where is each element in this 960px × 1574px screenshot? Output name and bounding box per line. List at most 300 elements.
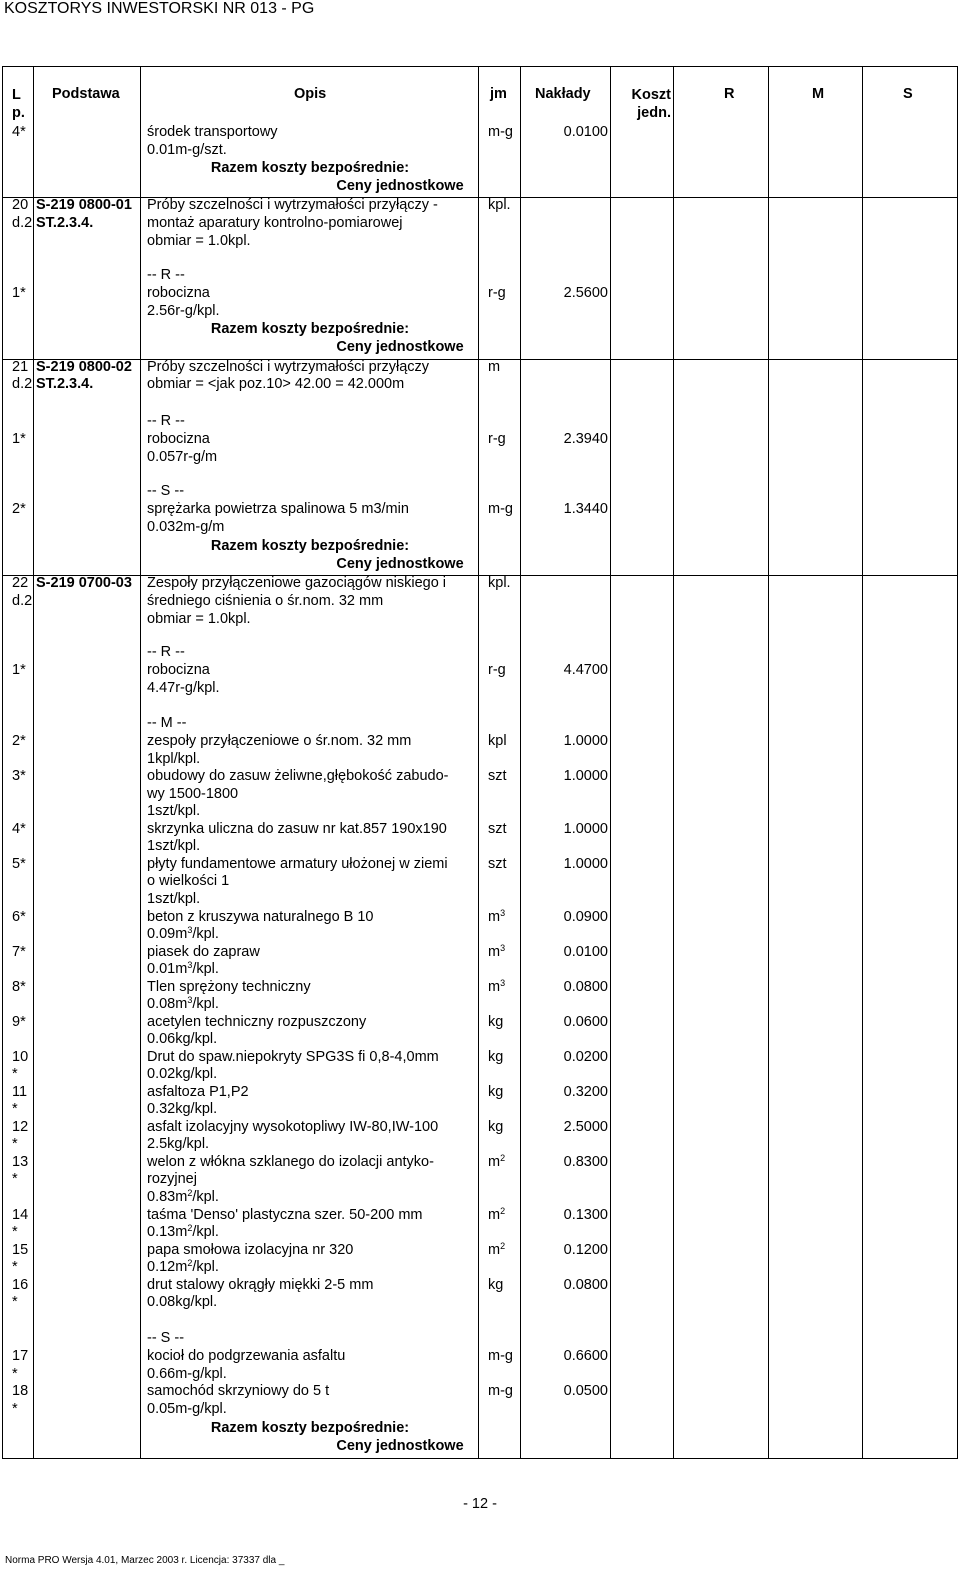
- row-jm: [488, 1049, 503, 1066]
- row-lp-text: 14: [12, 1207, 29, 1223]
- row-lp: [12, 944, 26, 961]
- row-jm-text: kg: [488, 1119, 504, 1135]
- row-jm-text: kpl.: [488, 575, 511, 591]
- row-opis: [147, 926, 219, 943]
- row-jm: [488, 733, 507, 750]
- row-opis: [147, 838, 200, 855]
- row-opis: [147, 267, 185, 284]
- row-lp-text: d.2: [12, 593, 33, 609]
- row-opis: [147, 501, 409, 518]
- row-naklady-text: 1.0000: [563, 856, 608, 872]
- table-left-border: [2, 66, 3, 1459]
- row-jm-text: szt: [488, 856, 507, 872]
- row-jm: [488, 431, 506, 448]
- table-right-border: [957, 66, 958, 1459]
- row-naklady: [564, 733, 608, 750]
- row-summary: [211, 321, 409, 338]
- row-opis-text: 1szt/kpl.: [147, 838, 201, 854]
- column-divider-opis: [478, 66, 479, 1459]
- row-opis: [147, 611, 251, 628]
- row-lp-text: 2*: [12, 501, 26, 517]
- unit-exponent: 2: [500, 1206, 506, 1216]
- row-naklady: [564, 1084, 608, 1101]
- row-opis-text: Tlen sprężony techniczny: [147, 979, 311, 995]
- row-naklady: [564, 1348, 608, 1365]
- row-opis: [147, 821, 447, 838]
- row-opis-text: robocizna: [147, 285, 210, 301]
- column-header-m: M: [812, 86, 825, 102]
- row-lp-text: 15: [12, 1242, 29, 1258]
- row-jm-text: kg: [488, 1014, 504, 1030]
- row-naklady: [564, 821, 608, 838]
- column-header-koszt: [623, 86, 671, 122]
- section-divider: [2, 575, 958, 576]
- row-opis-tail: /kpl.: [192, 996, 219, 1012]
- row-opis: [147, 215, 403, 232]
- row-jm: [488, 575, 511, 592]
- row-summary-text: Razem koszty bezpośrednie:: [210, 160, 410, 176]
- row-opis-text: 0.05m-g/kpl.: [147, 1401, 227, 1417]
- row-opis: [147, 1171, 197, 1188]
- row-lp-text: *: [12, 1366, 18, 1382]
- row-jm: [488, 1014, 503, 1031]
- row-podstawa: [36, 359, 132, 376]
- row-summary-text: Ceny jednostkowe: [336, 556, 464, 572]
- row-opis-text: obudowy do zasuw żeliwne,głębokość zabudo-: [147, 768, 449, 784]
- row-opis: [147, 786, 238, 803]
- unit-exponent: 2: [500, 1153, 506, 1163]
- row-lp: [12, 1101, 18, 1118]
- row-opis: [147, 431, 210, 448]
- row-naklady-text: 0.0200: [563, 1049, 608, 1065]
- row-opis: [147, 1277, 373, 1294]
- row-naklady-text: 4.4700: [563, 662, 608, 678]
- row-opis-text: 0.01m: [147, 961, 188, 977]
- row-lp: [12, 821, 26, 838]
- row-lp: [12, 1401, 18, 1418]
- row-opis-text: robocizna: [147, 662, 210, 678]
- row-lp-text: *: [12, 1101, 18, 1117]
- row-opis-text: wy 1500-1800: [147, 786, 239, 802]
- unit-exponent: 3: [500, 978, 506, 988]
- row-opis-text: obmiar = 1.0kpl.: [147, 233, 251, 249]
- row-opis-tail: /kpl.: [192, 926, 219, 942]
- row-jm: [488, 821, 507, 838]
- row-opis-text: welon z włókna szklanego do izolacji antyko-: [147, 1154, 434, 1170]
- row-lp: [12, 856, 26, 873]
- row-lp-text: *: [12, 1066, 18, 1082]
- row-opis-text: obmiar = 1.0kpl.: [147, 611, 251, 627]
- row-lp: [12, 1171, 18, 1188]
- row-jm: [488, 1242, 505, 1259]
- row-lp-text: 1*: [12, 662, 26, 678]
- row-opis-text: 0.032m-g/m: [147, 519, 225, 535]
- row-opis-text: taśma 'Denso' plastyczna szer. 50-200 mm: [147, 1207, 423, 1223]
- row-lp: [12, 1014, 26, 1031]
- row-lp: [12, 1224, 18, 1241]
- row-opis: [147, 751, 200, 768]
- row-summary: [336, 1438, 463, 1455]
- row-jm: [488, 285, 506, 302]
- row-opis-text: 0.13m: [147, 1224, 188, 1240]
- row-naklady-text: 0.3200: [563, 1084, 608, 1100]
- row-lp: [12, 1049, 28, 1066]
- row-opis-text: montaż aparatury kontrolno-pomiarowej: [147, 215, 403, 231]
- row-opis: [147, 124, 278, 141]
- row-jm: [488, 944, 505, 961]
- row-opis: [147, 593, 383, 610]
- row-opis: [147, 359, 429, 376]
- row-opis: [147, 1383, 329, 1400]
- row-opis-text: płyty fundamentowe armatury ułożonej w ziemi: [147, 856, 448, 872]
- row-lp: [12, 1084, 27, 1101]
- row-summary-text: Razem koszty bezpośrednie:: [210, 1420, 410, 1436]
- row-naklady: [564, 1277, 608, 1294]
- row-lp-text: 7*: [12, 944, 26, 960]
- row-lp-text: 18: [12, 1383, 29, 1399]
- row-naklady-text: 0.6600: [563, 1348, 608, 1364]
- row-lp: [12, 1294, 18, 1311]
- document-title: KOSZTORYS INWESTORSKI NR 013 - PG: [4, 0, 315, 17]
- row-podstawa-text: S-219 0700-03: [36, 575, 132, 591]
- row-summary: [336, 178, 463, 195]
- row-opis-text: 0.83m: [147, 1189, 188, 1205]
- row-jm-text: m: [488, 944, 501, 960]
- row-opis-text: 4.47r-g/kpl.: [147, 680, 220, 696]
- row-jm: [488, 1154, 505, 1171]
- row-opis-text: 0.08m: [147, 996, 188, 1012]
- row-lp: [12, 662, 26, 679]
- row-opis-text: rozyjnej: [147, 1171, 197, 1187]
- row-naklady: [564, 1242, 608, 1259]
- row-lp: [12, 1119, 28, 1136]
- row-lp-text: *: [12, 1294, 18, 1310]
- row-jm: [488, 1348, 513, 1365]
- row-opis-tail: /kpl.: [192, 1189, 219, 1205]
- row-opis-text: -- R --: [147, 413, 185, 429]
- row-opis: [147, 142, 227, 159]
- column-divider-naklady: [610, 66, 611, 1459]
- row-jm: [488, 359, 500, 376]
- row-opis-text: 2.56r-g/kpl.: [147, 303, 220, 319]
- row-jm-text: m-g: [488, 501, 513, 517]
- row-opis-text: asfaltoza P1,P2: [147, 1084, 249, 1100]
- row-lp-text: 8*: [12, 979, 26, 995]
- row-naklady-text: 0.8300: [563, 1154, 608, 1170]
- row-opis-text: 1kpl/kpl.: [147, 751, 201, 767]
- row-opis: [147, 1224, 219, 1241]
- column-header-jm: jm: [490, 86, 507, 102]
- row-naklady: [564, 944, 608, 961]
- row-opis: [147, 715, 186, 732]
- unit-exponent: 2: [187, 1223, 193, 1233]
- row-jm-text: kpl: [488, 733, 507, 749]
- footer-license: Norma PRO Wersja 4.01, Marzec 2003 r. Licencja: 37337 dla _: [5, 1555, 285, 1566]
- row-opis-text: Zespoły przyłączeniowe gazociągów niskiego i: [147, 575, 447, 591]
- column-divider-podstawa: [140, 66, 141, 1459]
- page-number: - 12 -: [463, 1496, 497, 1512]
- row-opis: [147, 1401, 227, 1418]
- row-naklady-text: 0.1300: [563, 1207, 608, 1223]
- unit-exponent: 2: [500, 1241, 506, 1251]
- row-opis-text: -- S --: [147, 483, 185, 499]
- row-jm: [488, 1119, 503, 1136]
- row-opis: [147, 303, 220, 320]
- row-opis: [147, 733, 411, 750]
- row-opis: [147, 768, 448, 785]
- row-naklady-text: 2.5000: [563, 1119, 608, 1135]
- row-opis-text: środek transportowy: [147, 124, 278, 140]
- row-podstawa: [36, 376, 93, 393]
- row-opis: [147, 1330, 184, 1347]
- row-naklady-text: 0.0100: [563, 944, 608, 960]
- row-jm: [488, 1207, 505, 1224]
- row-jm-text: m: [488, 909, 501, 925]
- row-jm-text: r-g: [488, 285, 506, 301]
- row-lp: [12, 1207, 28, 1224]
- column-header-podstawa: Podstawa: [52, 86, 120, 102]
- row-naklady: [564, 1154, 608, 1171]
- row-naklady-text: 0.0500: [563, 1383, 608, 1399]
- row-opis-text: obmiar = <jak poz.10> 42.00 = 42.000m: [147, 376, 405, 392]
- row-lp: [12, 376, 32, 393]
- row-jm-text: m: [488, 1242, 501, 1258]
- row-jm-text: kg: [488, 1049, 504, 1065]
- row-opis: [147, 197, 438, 214]
- row-lp: [12, 501, 26, 518]
- row-podstawa: [36, 575, 132, 592]
- column-header-s: S: [903, 86, 913, 102]
- row-naklady: [564, 909, 608, 926]
- row-opis-text: Drut do spaw.niepokryty SPG3S fi 0,8-4,0mm: [147, 1049, 439, 1065]
- row-opis-text: 2.5kg/kpl.: [147, 1136, 210, 1152]
- unit-exponent: 2: [187, 1258, 193, 1268]
- row-opis-text: 0.01m-g/szt.: [147, 142, 227, 158]
- row-naklady: [564, 431, 608, 448]
- row-jm-text: m: [488, 1207, 501, 1223]
- row-opis: [147, 1119, 438, 1136]
- row-lp: [12, 593, 32, 610]
- row-naklady-text: 0.0800: [563, 979, 608, 995]
- row-lp: [12, 197, 28, 214]
- row-naklady-text: 0.0800: [563, 1277, 608, 1293]
- row-lp-text: 6*: [12, 909, 26, 925]
- row-opis: [147, 1154, 434, 1171]
- row-opis: [147, 1366, 227, 1383]
- column-divider-koszt: [673, 66, 674, 1459]
- row-opis-tail: /kpl.: [192, 1259, 219, 1275]
- row-lp-text: d.2: [12, 215, 33, 231]
- row-lp: [12, 124, 26, 141]
- row-podstawa-text: S-219 0800-02: [36, 359, 132, 375]
- unit-exponent: 3: [187, 925, 193, 935]
- column-divider-r: [768, 66, 769, 1459]
- row-podstawa: [36, 197, 132, 214]
- row-podstawa-text: ST.2.3.4.: [36, 376, 94, 392]
- row-opis-text: 0.32kg/kpl.: [147, 1101, 218, 1117]
- row-lp: [12, 1259, 18, 1276]
- row-opis-tail: /kpl.: [192, 1224, 219, 1240]
- row-naklady-text: 1.0000: [563, 768, 608, 784]
- row-lp-text: *: [12, 1171, 18, 1187]
- row-opis-text: papa smołowa izolacyjna nr 320: [147, 1242, 354, 1258]
- row-lp-text: 4*: [12, 124, 26, 140]
- row-naklady: [564, 979, 608, 996]
- row-jm: [488, 501, 513, 518]
- row-opis: [147, 680, 220, 697]
- row-opis: [147, 376, 404, 393]
- row-lp: [12, 431, 26, 448]
- row-opis-text: zespoły przyłączeniowe o śr.nom. 32 mm: [147, 733, 412, 749]
- row-opis: [147, 1031, 217, 1048]
- row-lp-text: 10: [12, 1049, 29, 1065]
- row-opis-tail: /kpl.: [192, 961, 219, 977]
- row-lp: [12, 909, 26, 926]
- row-naklady: [564, 1049, 608, 1066]
- row-opis: [147, 961, 219, 978]
- row-opis-text: 0.08kg/kpl.: [147, 1294, 218, 1310]
- row-lp-text: 13: [12, 1154, 29, 1170]
- row-opis-text: -- S --: [147, 1330, 185, 1346]
- row-summary: [211, 538, 409, 555]
- row-lp-text: *: [12, 1136, 18, 1152]
- row-opis: [147, 803, 200, 820]
- row-lp-text: 2*: [12, 733, 26, 749]
- row-jm-text: r-g: [488, 431, 506, 447]
- row-opis-text: -- M --: [147, 715, 187, 731]
- row-naklady: [564, 501, 608, 518]
- row-naklady: [564, 1014, 608, 1031]
- row-naklady-text: 2.3940: [563, 431, 608, 447]
- row-lp-text: 9*: [12, 1014, 26, 1030]
- row-summary-text: Razem koszty bezpośrednie:: [210, 538, 410, 554]
- row-naklady-text: 1.0000: [563, 821, 608, 837]
- row-jm-text: kg: [488, 1084, 504, 1100]
- column-divider-m: [862, 66, 863, 1459]
- column-header-r: R: [724, 86, 735, 102]
- row-opis-text: acetylen techniczny rozpuszczony: [147, 1014, 367, 1030]
- row-lp: [12, 285, 26, 302]
- row-jm: [488, 768, 507, 785]
- row-lp: [12, 575, 28, 592]
- row-jm-text: szt: [488, 768, 507, 784]
- row-lp: [12, 1277, 28, 1294]
- row-naklady: [564, 1119, 608, 1136]
- row-naklady-text: 0.0900: [563, 909, 608, 925]
- row-opis-text: 1szt/kpl.: [147, 803, 201, 819]
- row-podstawa-text: ST.2.3.4.: [36, 215, 94, 231]
- row-opis: [147, 891, 200, 908]
- row-lp: [12, 1242, 28, 1259]
- row-lp-text: 11: [12, 1084, 28, 1100]
- row-jm-text: m-g: [488, 1383, 513, 1399]
- row-jm: [488, 1277, 503, 1294]
- row-podstawa: [36, 215, 93, 232]
- row-lp-text: *: [12, 1401, 18, 1417]
- column-divider-jm: [520, 66, 521, 1459]
- unit-exponent: 3: [187, 995, 193, 1005]
- table-top-border: [2, 66, 958, 67]
- row-opis: [147, 1294, 217, 1311]
- row-naklady-text: 2.5600: [563, 285, 608, 301]
- row-jm: [488, 124, 513, 141]
- row-opis-text: -- R --: [147, 644, 185, 660]
- row-lp-text: *: [12, 1259, 18, 1275]
- section-divider: [2, 359, 958, 360]
- row-jm: [488, 856, 507, 873]
- row-podstawa-text: S-219 0800-01: [36, 197, 132, 213]
- row-jm: [488, 1084, 503, 1101]
- row-opis: [147, 449, 217, 466]
- row-opis: [147, 483, 184, 500]
- row-opis-text: beton z kruszywa naturalnego B 10: [147, 909, 374, 925]
- row-opis: [147, 519, 224, 536]
- row-jm: [488, 197, 511, 214]
- row-naklady-text: 1.3440: [563, 501, 608, 517]
- row-summary: [336, 339, 463, 356]
- row-lp-text: 16: [12, 1277, 29, 1293]
- row-opis: [147, 1348, 345, 1365]
- row-jm-text: m: [488, 1154, 501, 1170]
- row-naklady: [564, 124, 608, 141]
- row-opis-text: 0.057r-g/m: [147, 449, 218, 465]
- row-lp-text: *: [12, 1224, 18, 1240]
- row-opis: [147, 233, 251, 250]
- row-lp-text: 3*: [12, 768, 26, 784]
- unit-exponent: 3: [187, 960, 193, 970]
- row-opis: [147, 1189, 219, 1206]
- unit-exponent: 3: [500, 943, 506, 953]
- row-naklady: [564, 285, 608, 302]
- row-lp: [12, 768, 26, 785]
- row-opis: [147, 996, 219, 1013]
- row-opis: [147, 909, 374, 926]
- row-opis-text: 0.09m: [147, 926, 188, 942]
- row-lp: [12, 1154, 28, 1171]
- row-opis: [147, 662, 210, 679]
- row-lp-text: 17: [12, 1348, 29, 1364]
- row-opis: [147, 575, 446, 592]
- row-opis: [147, 1101, 217, 1118]
- row-opis-text: 0.12m: [147, 1259, 188, 1275]
- row-lp-text: d.2: [12, 376, 33, 392]
- row-opis: [147, 644, 185, 661]
- row-opis-text: piasek do zapraw: [147, 944, 260, 960]
- row-lp: [12, 1136, 18, 1153]
- row-opis-text: -- R --: [147, 267, 185, 283]
- row-lp: [12, 733, 26, 750]
- row-lp-text: 20: [12, 197, 29, 213]
- row-lp-text: 21: [12, 359, 29, 375]
- row-lp: [12, 1348, 28, 1365]
- row-lp-text: 22: [12, 575, 29, 591]
- row-opis: [147, 285, 210, 302]
- row-naklady: [564, 1207, 608, 1224]
- unit-exponent: 3: [500, 908, 506, 918]
- row-opis: [147, 413, 185, 430]
- row-opis-text: skrzynka uliczna do zasuw nr kat.857 190x190: [147, 821, 447, 837]
- row-opis-text: średniego ciśnienia o śr.nom. 32 mm: [147, 593, 384, 609]
- row-jm-text: m: [488, 359, 501, 375]
- row-lp: [12, 1366, 18, 1383]
- row-opis: [147, 1049, 439, 1066]
- row-opis: [147, 873, 229, 890]
- row-opis-text: Próby szczelności i wytrzymałości przyłączy: [147, 359, 430, 375]
- row-summary: [211, 1420, 409, 1437]
- row-opis-text: 0.06kg/kpl.: [147, 1031, 218, 1047]
- unit-exponent: 2: [187, 1188, 193, 1198]
- column-header-koszt-text: Koszt jedn.: [631, 87, 671, 121]
